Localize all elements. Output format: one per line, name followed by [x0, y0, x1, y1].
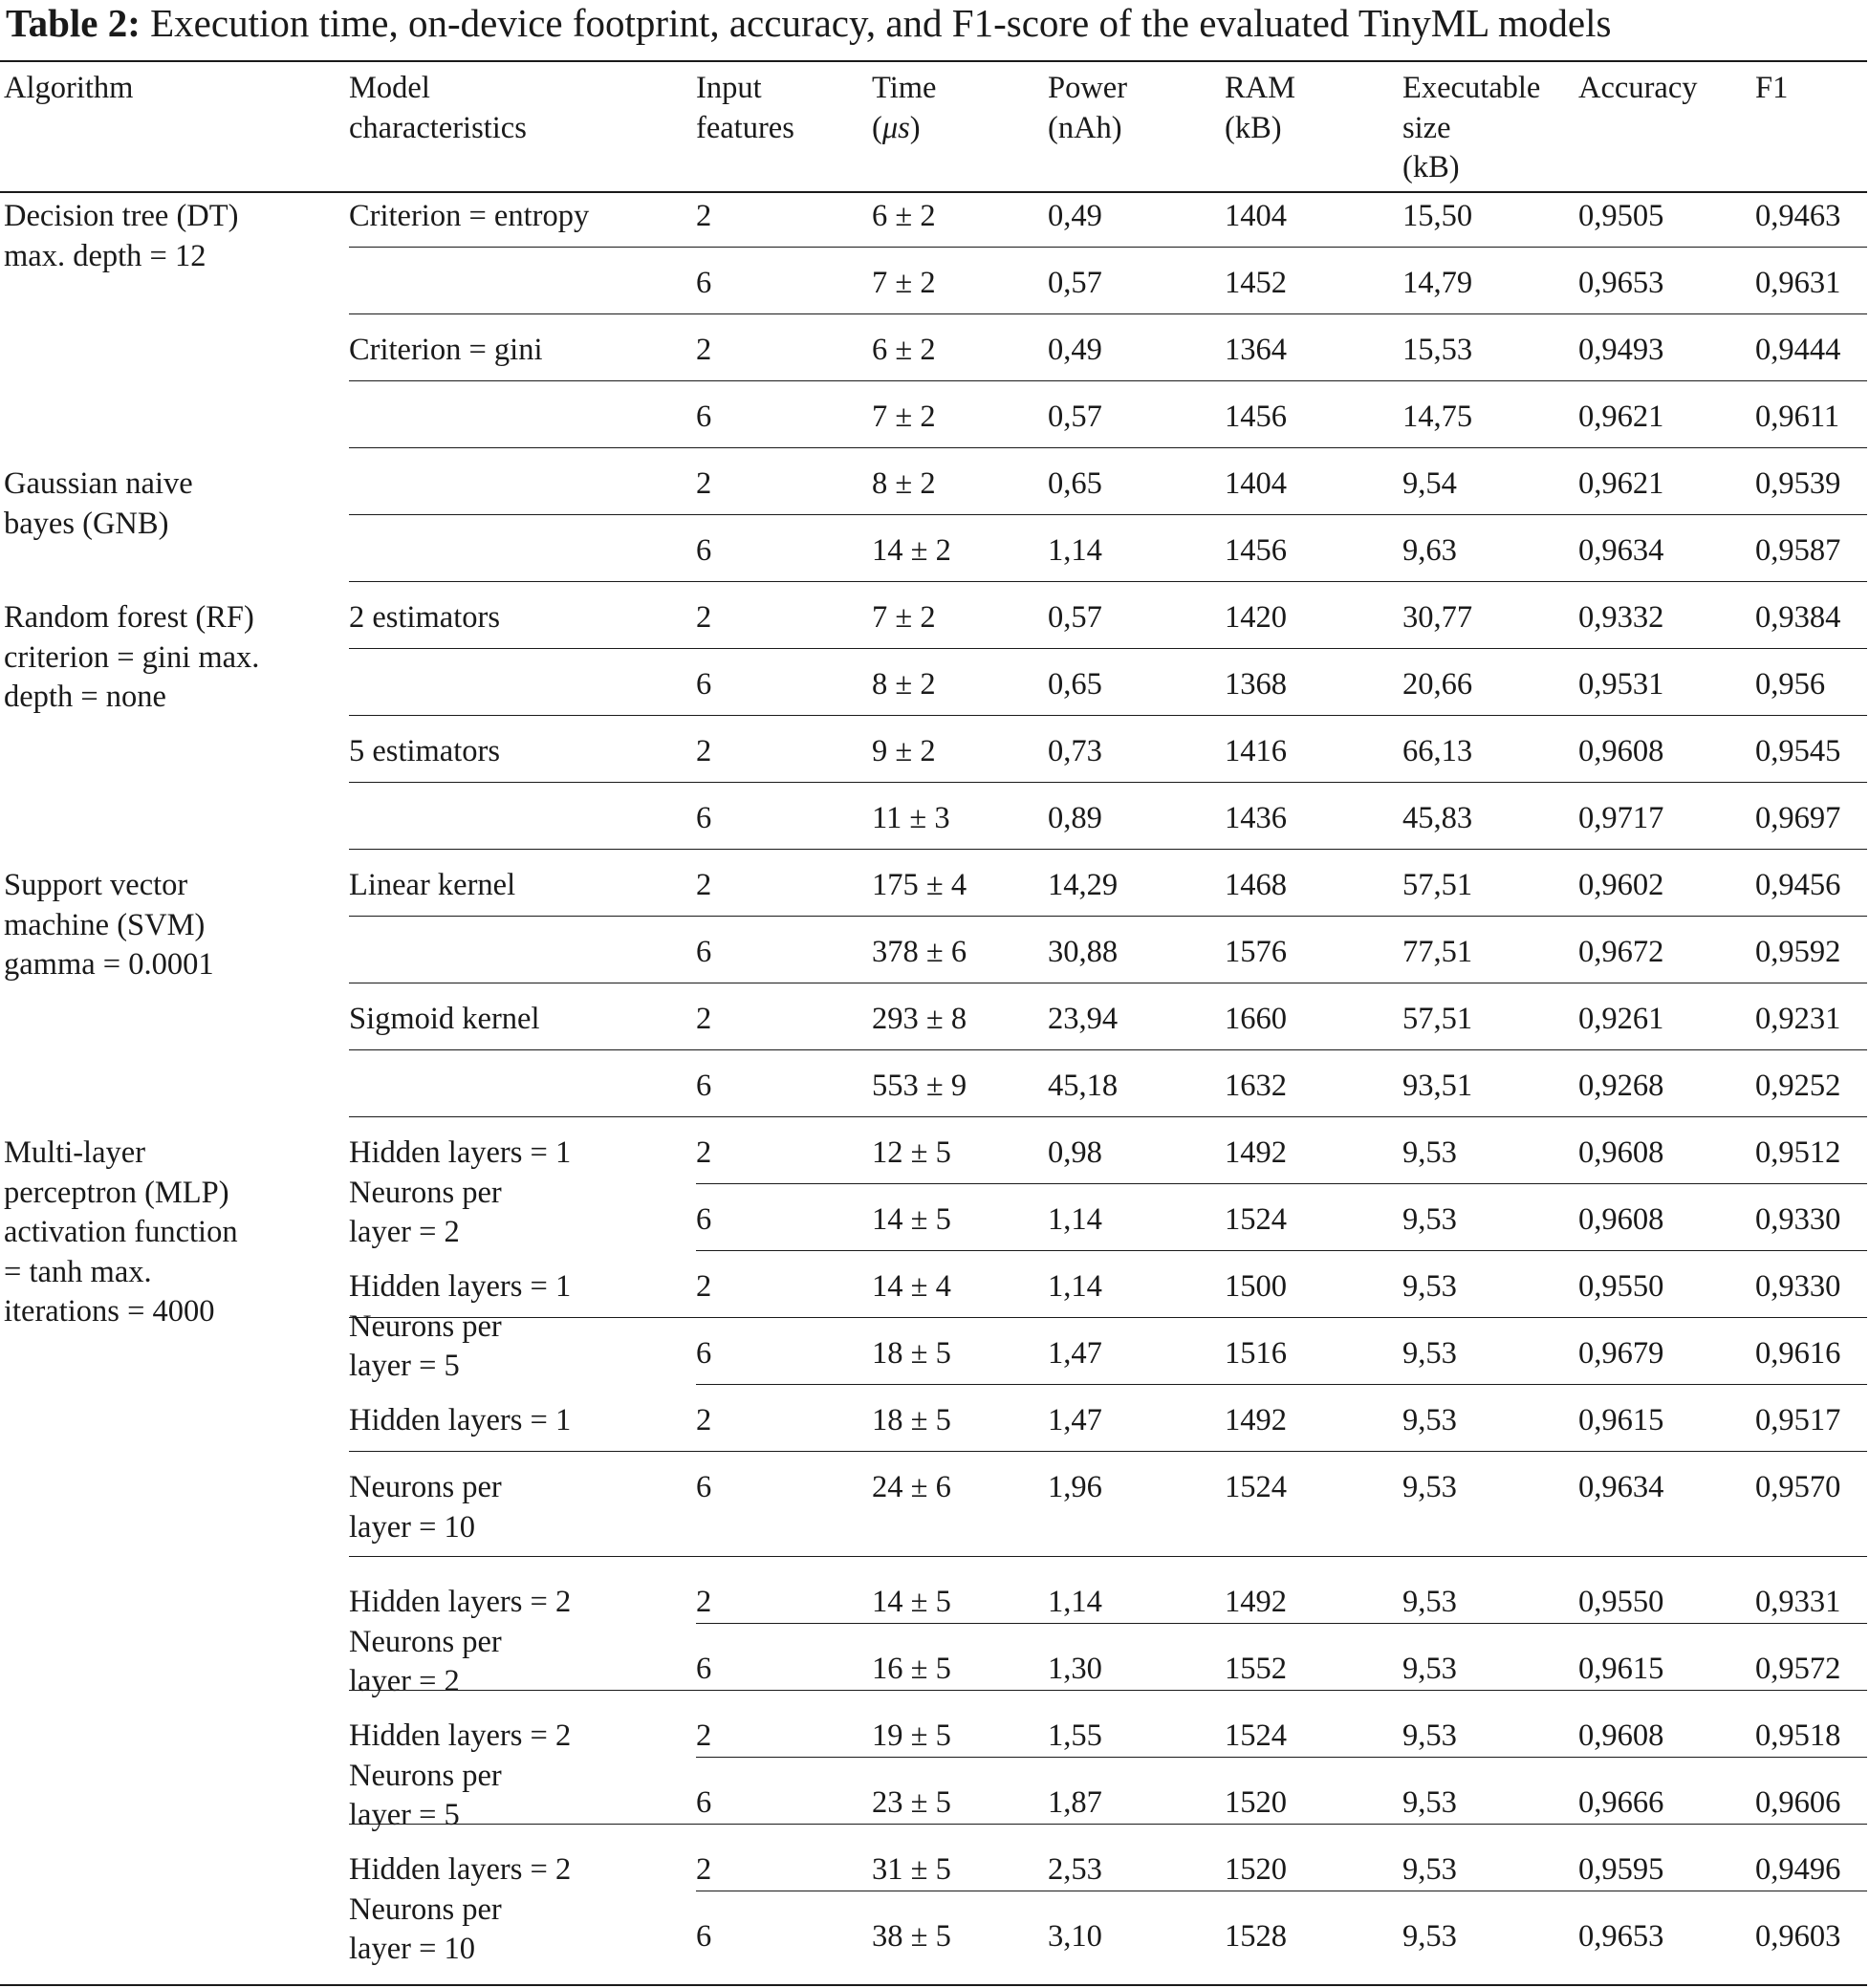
power-cell: 1,14: [1048, 1202, 1102, 1237]
ram-cell: 1456: [1225, 400, 1287, 434]
f1-cell: 0,9512: [1755, 1135, 1841, 1170]
time-cell: 31 ± 5: [872, 1852, 951, 1887]
time-cell: 19 ± 5: [872, 1718, 951, 1753]
f1-cell: 0,9231: [1755, 1002, 1841, 1036]
power-cell: 1,47: [1048, 1403, 1102, 1437]
input-features-cell: 6: [696, 1336, 712, 1371]
row-rule: [349, 1451, 1867, 1452]
executable-size-cell: 9,54: [1402, 466, 1457, 501]
f1-cell: 0,9606: [1755, 1785, 1841, 1820]
time-cell: 23 ± 5: [872, 1785, 951, 1820]
f1-cell: 0,9330: [1755, 1202, 1841, 1237]
input-features-cell: 2: [696, 1002, 712, 1036]
row-rule: [349, 715, 1867, 716]
ram-cell: 1364: [1225, 333, 1287, 367]
ram-cell: 1524: [1225, 1718, 1287, 1753]
time-cell: 18 ± 5: [872, 1336, 951, 1371]
input-features-cell: 2: [696, 734, 712, 768]
executable-size-cell: 9,53: [1402, 1852, 1457, 1887]
model-characteristics-label: 5 estimators: [349, 734, 500, 768]
power-cell: 1,87: [1048, 1785, 1102, 1820]
f1-cell: 0,9518: [1755, 1718, 1841, 1753]
executable-size-cell: 66,13: [1402, 734, 1473, 768]
ram-cell: 1520: [1225, 1785, 1287, 1820]
accuracy-cell: 0,9672: [1578, 935, 1664, 969]
time-cell: 14 ± 4: [872, 1269, 951, 1304]
row-rule: [349, 247, 1867, 248]
power-cell: 0,57: [1048, 400, 1102, 434]
f1-cell: 0,9616: [1755, 1336, 1841, 1371]
model-characteristics-label: Hidden layers = 2 Neurons per layer = 2: [349, 1585, 572, 1698]
accuracy-cell: 0,9493: [1578, 333, 1664, 367]
accuracy-cell: 0,9634: [1578, 533, 1664, 568]
model-characteristics-label: Sigmoid kernel: [349, 1002, 540, 1036]
executable-size-cell: 9,63: [1402, 533, 1457, 568]
model-characteristics-label: Hidden layers = 2 Neurons per layer = 10: [349, 1852, 572, 1966]
input-features-cell: 2: [696, 1269, 712, 1304]
executable-size-cell: 9,53: [1402, 1202, 1457, 1237]
accuracy-cell: 0,9615: [1578, 1403, 1664, 1437]
executable-size-cell: 9,53: [1402, 1652, 1457, 1686]
row-rule: [696, 1250, 1867, 1251]
accuracy-cell: 0,9679: [1578, 1336, 1664, 1371]
executable-size-cell: 15,50: [1402, 199, 1473, 233]
f1-cell: 0,9611: [1755, 400, 1840, 434]
accuracy-cell: 0,9602: [1578, 868, 1664, 902]
accuracy-cell: 0,9595: [1578, 1852, 1664, 1887]
accuracy-cell: 0,9717: [1578, 801, 1664, 835]
row-rule: [349, 514, 1867, 515]
input-features-cell: 6: [696, 1652, 712, 1686]
ram-cell: 1492: [1225, 1135, 1287, 1170]
model-characteristics-label: Hidden layers = 2 Neurons per layer = 5: [349, 1718, 572, 1832]
time-cell: 7 ± 2: [872, 400, 936, 434]
row-rule: [349, 916, 1867, 917]
header-power: Power (nAh): [1048, 71, 1128, 145]
power-cell: 0,98: [1048, 1135, 1102, 1170]
executable-size-cell: 9,53: [1402, 1785, 1457, 1820]
f1-cell: 0,9539: [1755, 466, 1841, 501]
input-features-cell: 2: [696, 1135, 712, 1170]
ram-cell: 1516: [1225, 1336, 1287, 1371]
power-cell: 0,57: [1048, 266, 1102, 300]
power-cell: 0,57: [1048, 600, 1102, 635]
power-cell: 0,73: [1048, 734, 1102, 768]
f1-cell: 0,9587: [1755, 533, 1841, 568]
input-features-cell: 6: [696, 533, 712, 568]
header-time: [872, 69, 936, 148]
power-cell: 1,14: [1048, 1585, 1102, 1619]
time-cell: 7 ± 2: [872, 600, 936, 635]
header-model-characteristics: Model characteristics: [349, 71, 527, 145]
row-rule: [696, 1384, 1867, 1385]
model-characteristics-label: Linear kernel: [349, 868, 516, 902]
model-characteristics-label: Hidden layers = 1 Neurons per layer = 5: [349, 1269, 572, 1383]
row-rule: [696, 1757, 1867, 1758]
header-time-label: Time (: [872, 71, 937, 145]
power-cell: 45,18: [1048, 1069, 1119, 1103]
input-features-cell: 2: [696, 199, 712, 233]
executable-size-cell: 14,79: [1402, 266, 1473, 300]
rule-header: [0, 191, 1867, 193]
time-cell: 14 ± 2: [872, 533, 951, 568]
header-accuracy: Accuracy: [1578, 71, 1698, 105]
row-rule: [349, 849, 1867, 850]
input-features-cell: 2: [696, 1585, 712, 1619]
row-rule: [349, 380, 1867, 381]
accuracy-cell: 0,9653: [1578, 1919, 1664, 1954]
input-features-cell: 6: [696, 266, 712, 300]
power-cell: 1,14: [1048, 533, 1102, 568]
model-characteristics-label: Hidden layers = 1: [349, 1403, 572, 1437]
row-rule: [349, 1556, 1867, 1557]
f1-cell: 0,9517: [1755, 1403, 1841, 1437]
power-cell: 3,10: [1048, 1919, 1102, 1954]
header-f1: F1: [1755, 71, 1789, 105]
row-rule: [696, 1623, 1867, 1624]
accuracy-cell: 0,9268: [1578, 1069, 1664, 1103]
ram-cell: 1420: [1225, 600, 1287, 635]
executable-size-cell: 9,53: [1402, 1919, 1457, 1954]
input-features-cell: 6: [696, 1919, 712, 1954]
input-features-cell: 2: [696, 600, 712, 635]
model-characteristics-label: Hidden layers = 1 Neurons per layer = 2: [349, 1135, 572, 1249]
executable-size-cell: 9,53: [1402, 1403, 1457, 1437]
time-cell: 18 ± 5: [872, 1403, 951, 1437]
header-time-close: ): [909, 110, 921, 145]
f1-cell: 0,9603: [1755, 1919, 1841, 1954]
executable-size-cell: 9,53: [1402, 1718, 1457, 1753]
algorithm-label: Support vector machine (SVM) gamma = 0.0001: [4, 868, 214, 982]
executable-size-cell: 15,53: [1402, 333, 1473, 367]
model-characteristics-label: Criterion = entropy: [349, 199, 590, 233]
accuracy-cell: 0,9634: [1578, 1470, 1664, 1504]
f1-cell: 0,9331: [1755, 1585, 1841, 1619]
table-caption: [6, 2, 1865, 44]
ram-cell: 1404: [1225, 466, 1287, 501]
input-features-cell: 6: [696, 1202, 712, 1237]
time-cell: 378 ± 6: [872, 935, 967, 969]
accuracy-cell: 0,9550: [1578, 1585, 1664, 1619]
power-cell: 1,55: [1048, 1718, 1102, 1753]
model-characteristics-label: Neurons per layer = 10: [349, 1470, 502, 1545]
executable-size-cell: 9,53: [1402, 1585, 1457, 1619]
row-rule: [696, 1183, 1867, 1184]
executable-size-cell: 9,53: [1402, 1269, 1457, 1304]
f1-cell: 0,956: [1755, 667, 1826, 702]
executable-size-cell: 9,53: [1402, 1336, 1457, 1371]
algorithm-label: Gaussian naive bayes (GNB): [4, 466, 193, 541]
input-features-cell: 6: [696, 1470, 712, 1504]
power-cell: 2,53: [1048, 1852, 1102, 1887]
f1-cell: 0,9697: [1755, 801, 1841, 835]
accuracy-cell: 0,9261: [1578, 1002, 1664, 1036]
header-time-unit: μs: [881, 110, 910, 145]
executable-size-cell: 9,53: [1402, 1135, 1457, 1170]
accuracy-cell: 0,9615: [1578, 1652, 1664, 1686]
time-cell: 7 ± 2: [872, 266, 936, 300]
accuracy-cell: 0,9608: [1578, 1718, 1664, 1753]
ram-cell: 1492: [1225, 1403, 1287, 1437]
accuracy-cell: 0,9332: [1578, 600, 1664, 635]
executable-size-cell: 77,51: [1402, 935, 1473, 969]
table-label: Table 2:: [6, 1, 141, 45]
input-features-cell: 2: [696, 466, 712, 501]
time-cell: 9 ± 2: [872, 734, 936, 768]
f1-cell: 0,9570: [1755, 1470, 1841, 1504]
power-cell: 0,49: [1048, 199, 1102, 233]
input-features-cell: 6: [696, 1785, 712, 1820]
ram-cell: 1660: [1225, 1002, 1287, 1036]
executable-size-cell: 30,77: [1402, 600, 1473, 635]
row-rule: [349, 1116, 1867, 1117]
power-cell: 1,14: [1048, 1269, 1102, 1304]
power-cell: 0,49: [1048, 333, 1102, 367]
algorithm-label: Decision tree (DT) max. depth = 12: [4, 199, 239, 273]
header-input-features: Input features: [696, 71, 794, 145]
input-features-cell: 2: [696, 868, 712, 902]
ram-cell: 1576: [1225, 935, 1287, 969]
f1-cell: 0,9572: [1755, 1652, 1841, 1686]
time-cell: 14 ± 5: [872, 1202, 951, 1237]
accuracy-cell: 0,9653: [1578, 266, 1664, 300]
algorithm-label: Multi-layer perceptron (MLP) activation function = tanh max. iterations = 4000: [4, 1135, 238, 1329]
ram-cell: 1524: [1225, 1470, 1287, 1504]
time-cell: 6 ± 2: [872, 333, 936, 367]
time-cell: 16 ± 5: [872, 1652, 951, 1686]
time-cell: 24 ± 6: [872, 1470, 951, 1504]
algorithm-label: Random forest (RF) criterion = gini max. depth = none: [4, 600, 260, 714]
ram-cell: 1416: [1225, 734, 1287, 768]
f1-cell: 0,9592: [1755, 935, 1841, 969]
accuracy-cell: 0,9608: [1578, 1202, 1664, 1237]
time-cell: 293 ± 8: [872, 1002, 967, 1036]
row-rule: [349, 1690, 1867, 1691]
executable-size-cell: 14,75: [1402, 400, 1473, 434]
time-cell: 8 ± 2: [872, 466, 936, 501]
input-features-cell: 6: [696, 935, 712, 969]
ram-cell: 1452: [1225, 266, 1287, 300]
header-executable-size: Executable size (kB): [1402, 71, 1541, 184]
ram-cell: 1404: [1225, 199, 1287, 233]
executable-size-cell: 93,51: [1402, 1069, 1473, 1103]
input-features-cell: 6: [696, 1069, 712, 1103]
executable-size-cell: 57,51: [1402, 1002, 1473, 1036]
input-features-cell: 6: [696, 667, 712, 702]
executable-size-cell: 57,51: [1402, 868, 1473, 902]
ram-cell: 1436: [1225, 801, 1287, 835]
power-cell: 23,94: [1048, 1002, 1119, 1036]
time-cell: 175 ± 4: [872, 868, 967, 902]
accuracy-cell: 0,9621: [1578, 400, 1664, 434]
input-features-cell: 2: [696, 333, 712, 367]
accuracy-cell: 0,9531: [1578, 667, 1664, 702]
power-cell: 1,30: [1048, 1652, 1102, 1686]
executable-size-cell: 9,53: [1402, 1470, 1457, 1504]
row-rule: [349, 1824, 1867, 1825]
accuracy-cell: 0,9608: [1578, 734, 1664, 768]
ram-cell: 1632: [1225, 1069, 1287, 1103]
row-rule: [349, 782, 1867, 783]
time-cell: 553 ± 9: [872, 1069, 967, 1103]
model-characteristics-label: 2 estimators: [349, 600, 500, 635]
rule-bottom: [0, 1984, 1867, 1986]
row-rule: [349, 1049, 1867, 1050]
ram-cell: 1500: [1225, 1269, 1287, 1304]
executable-size-cell: 20,66: [1402, 667, 1473, 702]
header-ram: RAM (kB): [1225, 71, 1296, 145]
accuracy-cell: 0,9621: [1578, 466, 1664, 501]
power-cell: 0,65: [1048, 466, 1102, 501]
time-cell: 6 ± 2: [872, 199, 936, 233]
input-features-cell: 6: [696, 400, 712, 434]
input-features-cell: 2: [696, 1718, 712, 1753]
row-rule: [349, 581, 1867, 582]
time-cell: 12 ± 5: [872, 1135, 951, 1170]
row-rule: [349, 447, 1867, 448]
header-algorithm: Algorithm: [4, 71, 134, 105]
accuracy-cell: 0,9666: [1578, 1785, 1664, 1820]
row-rule: [349, 648, 1867, 649]
ram-cell: 1528: [1225, 1919, 1287, 1954]
f1-cell: 0,9384: [1755, 600, 1841, 635]
f1-cell: 0,9545: [1755, 734, 1841, 768]
power-cell: 0,89: [1048, 801, 1102, 835]
power-cell: 14,29: [1048, 868, 1119, 902]
power-cell: 0,65: [1048, 667, 1102, 702]
executable-size-cell: 45,83: [1402, 801, 1473, 835]
accuracy-cell: 0,9550: [1578, 1269, 1664, 1304]
input-features-cell: 6: [696, 801, 712, 835]
f1-cell: 0,9456: [1755, 868, 1841, 902]
row-rule: [349, 1317, 1867, 1318]
ram-cell: 1552: [1225, 1652, 1287, 1686]
rule-top: [0, 60, 1867, 62]
time-cell: 11 ± 3: [872, 801, 950, 835]
accuracy-cell: 0,9608: [1578, 1135, 1664, 1170]
time-cell: 38 ± 5: [872, 1919, 951, 1954]
f1-cell: 0,9631: [1755, 266, 1841, 300]
accuracy-cell: 0,9505: [1578, 199, 1664, 233]
input-features-cell: 2: [696, 1852, 712, 1887]
f1-cell: 0,9444: [1755, 333, 1841, 367]
f1-cell: 0,9330: [1755, 1269, 1841, 1304]
f1-cell: 0,9463: [1755, 199, 1841, 233]
ram-cell: 1524: [1225, 1202, 1287, 1237]
ram-cell: 1368: [1225, 667, 1287, 702]
power-cell: 1,96: [1048, 1470, 1102, 1504]
time-cell: 8 ± 2: [872, 667, 936, 702]
ram-cell: 1520: [1225, 1852, 1287, 1887]
power-cell: 30,88: [1048, 935, 1119, 969]
f1-cell: 0,9496: [1755, 1852, 1841, 1887]
model-characteristics-label: Criterion = gini: [349, 333, 543, 367]
row-rule: [349, 313, 1867, 314]
time-cell: 14 ± 5: [872, 1585, 951, 1619]
ram-cell: 1468: [1225, 868, 1287, 902]
input-features-cell: 2: [696, 1403, 712, 1437]
ram-cell: 1456: [1225, 533, 1287, 568]
power-cell: 1,47: [1048, 1336, 1102, 1371]
f1-cell: 0,9252: [1755, 1069, 1841, 1103]
ram-cell: 1492: [1225, 1585, 1287, 1619]
caption-text: Execution time, on-device footprint, accuracy, and F1-score of the evaluated TinyML models: [150, 1, 1612, 45]
